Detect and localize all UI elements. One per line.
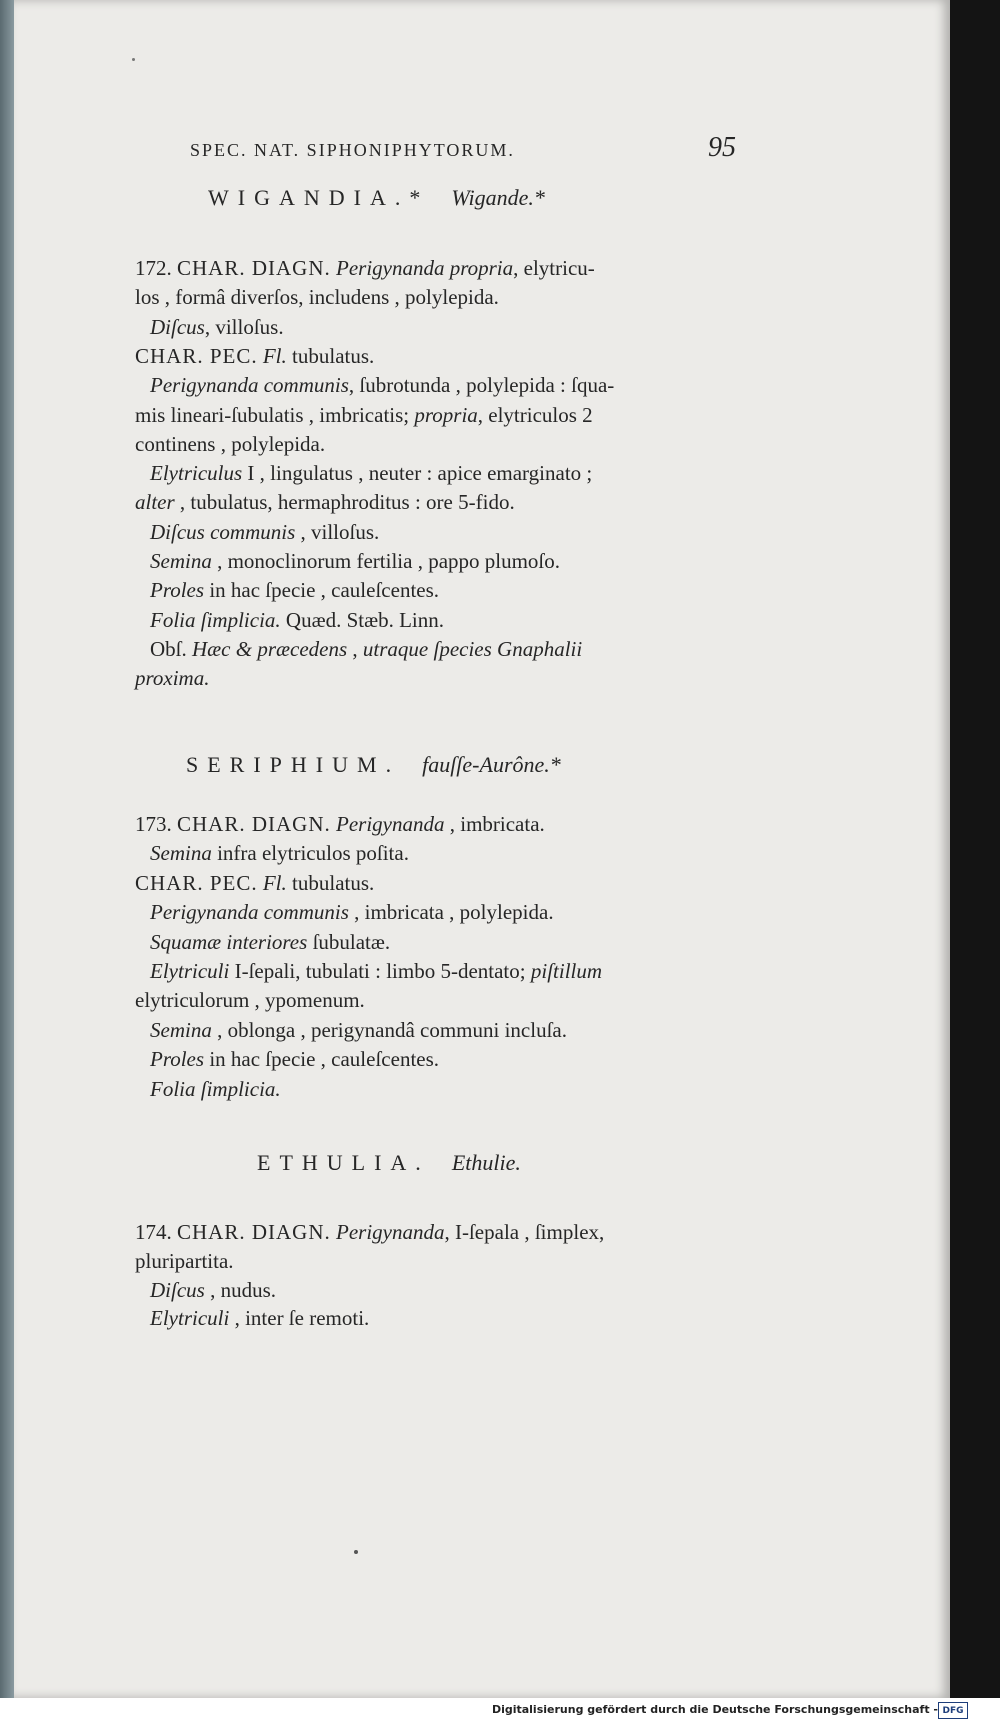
text-line bbox=[135, 870, 375, 895]
italic-term: Perigynanda propria bbox=[336, 256, 514, 280]
text-line bbox=[150, 961, 602, 982]
italic-term: Perigynanda bbox=[336, 812, 445, 836]
text-run: 172. bbox=[135, 256, 177, 280]
italic-term: Elytriculi bbox=[150, 1306, 230, 1331]
italic-term: Fl. bbox=[262, 343, 287, 368]
text-run: , monoclinorum fertilia , pappo plumoſo. bbox=[211, 549, 561, 573]
italic-term: Diſcus bbox=[150, 1277, 205, 1302]
page-speck bbox=[354, 1550, 358, 1554]
dfg-logo: DFG bbox=[938, 1702, 968, 1719]
italic-term: Squamæ interiores bbox=[150, 929, 308, 954]
genus-name: WIGANDIA.* bbox=[208, 185, 430, 210]
text-line bbox=[150, 551, 560, 572]
text-line bbox=[150, 1049, 439, 1070]
text-line bbox=[135, 287, 499, 308]
book-spine-edge bbox=[0, 0, 14, 1698]
text-line bbox=[135, 258, 595, 279]
vernacular-name: Ethulie. bbox=[451, 1150, 521, 1175]
text-line bbox=[135, 343, 375, 368]
italic-term: alter bbox=[135, 490, 175, 515]
text-line bbox=[150, 375, 614, 396]
text-run: Quæd. Stæb. Linn. bbox=[280, 607, 445, 632]
genus-heading bbox=[186, 752, 561, 778]
text-line bbox=[150, 1308, 369, 1329]
text-run: , oblonga , perigynandâ communi incluſa. bbox=[211, 1017, 567, 1042]
text-run: , elytriculos 2 bbox=[477, 402, 593, 427]
text-run: , tubulatus, hermaphroditus : ore 5-fido. bbox=[174, 490, 515, 515]
text-line bbox=[150, 463, 592, 484]
italic-term: Elytriculi bbox=[150, 959, 230, 983]
text-run: I-ſepali, tubulati : limbo 5-dentato; bbox=[229, 959, 531, 983]
text-line bbox=[135, 1248, 234, 1273]
italic-term: Semina bbox=[150, 841, 212, 866]
genus-name: ETHULIA. bbox=[257, 1150, 430, 1175]
italic-term: proxima. bbox=[135, 666, 210, 691]
text-run: 173. bbox=[135, 812, 177, 836]
text-line bbox=[150, 636, 583, 661]
text-run: , villoſus. bbox=[204, 314, 284, 339]
text-run: , imbricata. bbox=[444, 812, 545, 836]
italic-term: propria bbox=[414, 402, 478, 427]
text-line bbox=[150, 1076, 281, 1101]
page-number: 95 bbox=[708, 132, 736, 163]
character-label: CHAR. PEC. bbox=[135, 343, 258, 368]
italic-term: Diſcus communis bbox=[150, 519, 296, 544]
italic-term: Proles bbox=[150, 1047, 205, 1072]
running-title: SPEC. NAT. SIPHONIPHYTORUM. bbox=[190, 140, 515, 160]
text-line bbox=[150, 843, 409, 864]
text-run: , elytricu- bbox=[513, 256, 595, 280]
genus-name: SERIPHIUM. bbox=[186, 752, 401, 777]
text-line bbox=[135, 814, 545, 835]
italic-term: Folia ſimplicia. bbox=[150, 1076, 281, 1101]
italic-term: Perigynanda communis bbox=[150, 900, 349, 925]
text-line bbox=[135, 492, 515, 513]
text-line bbox=[135, 1222, 604, 1243]
italic-term: Diſcus bbox=[150, 314, 205, 339]
funding-credit: Digitalisierung gefördert durch die Deutsche Forschungsgemeinschaft - bbox=[491, 1703, 938, 1716]
text-run: infra elytriculos poſita. bbox=[211, 841, 409, 866]
italic-term: piſtillum bbox=[530, 959, 603, 983]
italic-term: Semina bbox=[150, 549, 212, 573]
italic-term: Semina bbox=[150, 1017, 212, 1042]
character-label: CHAR. DIAGN. bbox=[177, 256, 331, 280]
genus-heading bbox=[257, 1150, 521, 1176]
text-run: , bbox=[347, 636, 363, 661]
text-run: , inter ſe remoti. bbox=[229, 1306, 370, 1331]
text-run: in hac ſpecie , cauleſcentes. bbox=[204, 1047, 440, 1072]
text-run: , ſubrotunda , polylepida : ſqua- bbox=[348, 373, 615, 398]
text-run: tubulatus. bbox=[286, 343, 375, 368]
italic-term: Hæc & præcedens bbox=[192, 636, 348, 661]
text-run: , villoſus. bbox=[295, 519, 380, 544]
text-line bbox=[150, 1277, 277, 1302]
italic-term: Perigynanda communis bbox=[150, 373, 349, 398]
text-run: continens , polylepida. bbox=[135, 431, 326, 456]
genus-heading bbox=[208, 185, 545, 211]
text-run: mis lineari-ſubulatis , imbricatis; bbox=[135, 402, 415, 427]
italic-term: Perigynanda bbox=[336, 1220, 445, 1244]
text-run: , I-ſepala , ſimplex, bbox=[444, 1220, 605, 1244]
character-label: CHAR. PEC. bbox=[135, 870, 258, 895]
italic-term: Folia ſimplicia. bbox=[150, 607, 281, 632]
text-run: elytriculorum , ypomenum. bbox=[135, 988, 365, 1013]
text-line bbox=[150, 902, 554, 923]
text-line bbox=[135, 668, 209, 689]
text-run: in hac ſpecie , cauleſcentes. bbox=[204, 578, 440, 603]
italic-term: utraque ſpecies Gnaphalii bbox=[362, 636, 583, 661]
text-line bbox=[150, 929, 391, 954]
vernacular-name: Wigande.* bbox=[451, 185, 545, 210]
text-line bbox=[135, 402, 593, 427]
character-label: CHAR. DIAGN. bbox=[177, 812, 331, 836]
italic-term: Fl. bbox=[262, 870, 287, 895]
text-run: tubulatus. bbox=[286, 870, 375, 895]
text-line bbox=[135, 990, 365, 1011]
text-run: , nudus. bbox=[204, 1277, 277, 1302]
italic-term: Elytriculus bbox=[150, 461, 243, 486]
italic-term: Proles bbox=[150, 578, 205, 603]
text-line bbox=[150, 519, 380, 544]
character-label: CHAR. DIAGN. bbox=[177, 1220, 331, 1244]
text-run: ſubulatæ. bbox=[307, 929, 391, 954]
text-run: los , formâ diverſos, includens , polylepida. bbox=[135, 285, 499, 310]
text-run: 174. bbox=[135, 1220, 177, 1244]
text-line bbox=[135, 431, 326, 456]
text-line bbox=[150, 314, 284, 339]
text-run: pluripartita. bbox=[135, 1248, 234, 1273]
page-speck bbox=[132, 58, 135, 61]
text-run: Obſ. bbox=[150, 636, 192, 661]
text-line bbox=[150, 607, 445, 632]
text-run: , imbricata , polylepida. bbox=[348, 900, 554, 925]
vernacular-name: fauſſe-Aurône.* bbox=[422, 752, 561, 777]
text-line bbox=[150, 580, 439, 601]
text-run: I , lingulatus , neuter : apice emarginato ; bbox=[242, 461, 593, 486]
scan-background bbox=[950, 0, 1000, 1698]
text-line bbox=[150, 1017, 567, 1042]
